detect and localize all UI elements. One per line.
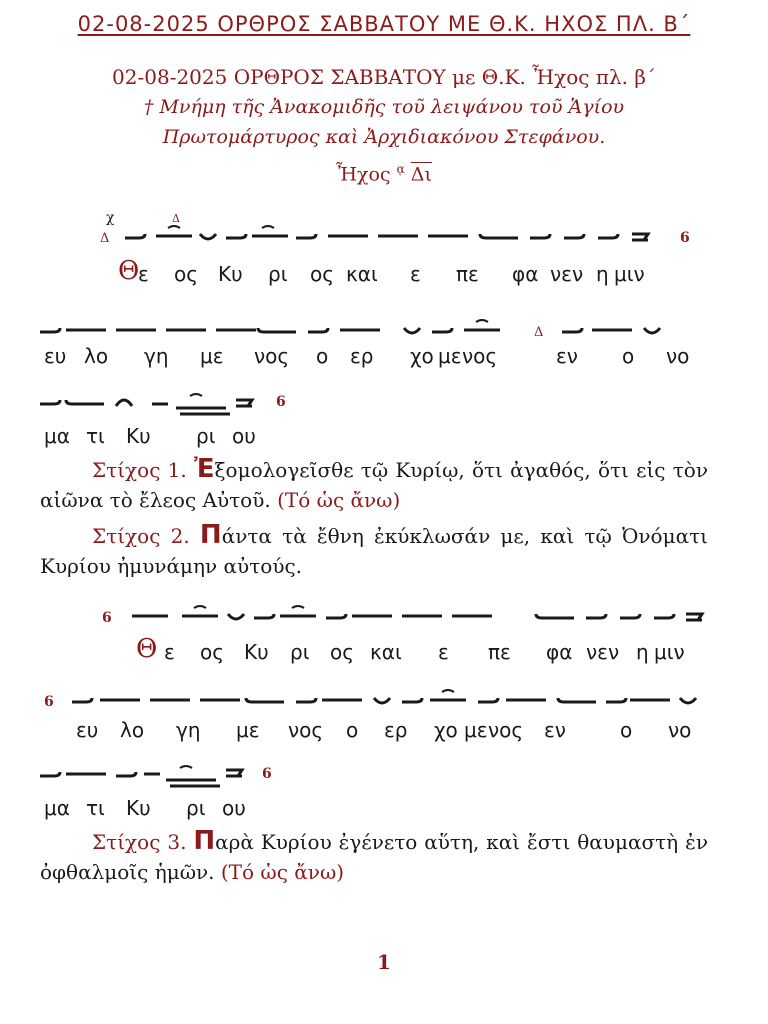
service-title: 02-08-2025 ΟΡΘΡΟΣ ΣΑΒΒΑΤΟΥ με Θ.Κ. Ἦχος πλ. β΄ xyxy=(112,65,656,89)
neume-row-1 xyxy=(40,212,728,244)
syllable: ο xyxy=(622,344,635,368)
page-number: 1 xyxy=(377,950,391,974)
syllable: ερ xyxy=(350,344,374,368)
syllables-row-3 xyxy=(40,424,728,452)
syllable: τι xyxy=(86,424,105,448)
syllable: ου xyxy=(222,796,246,820)
syllable: και xyxy=(346,262,378,286)
svg-text:6: 6 xyxy=(44,694,54,710)
title-block xyxy=(40,62,728,189)
syllable: Θ xyxy=(136,634,158,664)
verse-label: Στίχος 1. xyxy=(92,458,187,482)
feast-line-2: Πρωτομάρτυρος καὶ Ἀρχιδιακόνου Στεφάνου. xyxy=(162,126,606,148)
syllable: η xyxy=(636,640,649,664)
page-header: 02-08-2025 ΟΡΘΡΟΣ ΣΑΒΒΑΤΟΥ ΜΕ Θ.Κ. ΗΧΟΣ ΠΛ. Β΄ xyxy=(77,12,691,36)
neume-row-6 xyxy=(40,756,728,788)
mode-signature xyxy=(40,154,728,189)
syllable: ου xyxy=(232,424,256,448)
verse-initial: Ἐ xyxy=(193,454,215,484)
syllable: ος xyxy=(310,262,334,286)
syllable: ευ xyxy=(76,718,99,742)
syllable: με xyxy=(200,344,224,368)
syllable: νεν xyxy=(586,640,620,664)
neume-row-2 xyxy=(40,306,728,338)
verse-initial: Π xyxy=(193,826,216,856)
syllable: γη xyxy=(144,344,169,368)
svg-text:Δ: Δ xyxy=(172,212,180,225)
syllable: μιν xyxy=(614,262,645,286)
syllable: ρι xyxy=(290,640,310,664)
verse-text: αρὰ Κυρίου ἐγένετο αὕτη, καὶ ἔστι θαυμαστὴ ἐν ὀφθαλμοῖς ἡμῶν. xyxy=(40,830,708,884)
syllable: τι xyxy=(86,796,105,820)
verse-1 xyxy=(40,454,708,515)
syllable: εν xyxy=(556,344,578,368)
syllables-row-2 xyxy=(40,344,728,372)
neume-row-5 xyxy=(40,676,728,708)
mode-neume-icon: ᾳ xyxy=(396,162,405,176)
syllable: Θ xyxy=(118,256,140,286)
syllable: φα xyxy=(546,640,573,664)
syllable: ε xyxy=(164,640,175,664)
syllable: λο xyxy=(120,718,145,742)
syllables-row-6 xyxy=(40,796,728,824)
syllable: Κυ xyxy=(244,640,269,664)
syllable: και xyxy=(370,640,402,664)
syllable: ευ xyxy=(44,344,67,368)
syllable: φα xyxy=(512,262,539,286)
mode-note: $\overline{\Delta\iota}$ xyxy=(410,163,432,186)
verse-2 xyxy=(40,520,708,581)
syllable: χο xyxy=(434,718,458,742)
syllable: η xyxy=(596,262,609,286)
syllable: ος xyxy=(174,262,198,286)
syllable: ε xyxy=(138,262,149,286)
syllable: Κυ xyxy=(218,262,243,286)
svg-text:6: 6 xyxy=(102,610,112,626)
verse-text: ξομολογεῖσθε τῷ Κυρίῳ, ὅτι ἀγαθός, ὅτι εἰς τὸν αἰῶνα τὸ ἔλεος Αὐτοῦ. xyxy=(40,458,708,512)
syllable: ο xyxy=(316,344,329,368)
syllable: ρι xyxy=(196,424,216,448)
syllable: ε xyxy=(438,640,449,664)
syllable: ος xyxy=(200,640,224,664)
syllable: νος xyxy=(488,718,524,742)
svg-text:Δ: Δ xyxy=(534,325,544,340)
syllable: ο xyxy=(346,718,359,742)
syllable: με xyxy=(236,718,260,742)
syllable: χο xyxy=(410,344,434,368)
syllable: νος xyxy=(462,344,498,368)
verse-text: άντα τὰ ἔθνη ἐκύκλωσάν με, καὶ τῷ Ὀνόματι Κυρίου ἠμυνάμην αὐτούς. xyxy=(40,524,708,578)
svg-text:6: 6 xyxy=(262,766,272,782)
syllables-row-5 xyxy=(40,718,728,746)
syllable: ρι xyxy=(186,796,206,820)
syllable: ερ xyxy=(384,718,408,742)
syllable: Κυ xyxy=(126,796,151,820)
syllable: εν xyxy=(544,718,566,742)
verse-initial: Π xyxy=(199,520,222,550)
neume-row-3 xyxy=(40,384,728,416)
syllable: γη xyxy=(176,718,201,742)
verse-label: Στίχος 2. xyxy=(92,524,190,548)
syllable: νο xyxy=(666,344,690,368)
neume-row-4 xyxy=(40,592,728,624)
syllable: πε xyxy=(456,262,479,286)
syllable: ος xyxy=(330,640,354,664)
syllable: μιν xyxy=(654,640,685,664)
syllable: λο xyxy=(84,344,109,368)
syllable: ε xyxy=(410,262,421,286)
feast-line-1: † Μνήμη τῆς Ἀνακομιδῆς τοῦ λειψάνου τοῦ Ἁγίου xyxy=(143,96,625,118)
verse-3 xyxy=(40,826,708,887)
svg-text:χ: χ xyxy=(106,212,115,226)
syllable: νεν xyxy=(550,262,584,286)
syllables-row-1 xyxy=(40,256,728,290)
svg-text:6: 6 xyxy=(276,394,286,410)
syllable: Κυ xyxy=(126,424,151,448)
syllable: ο xyxy=(620,718,633,742)
verse-repeat: (Τό ὡς ἄνω) xyxy=(277,488,401,512)
verse-repeat: (Τό ὡς ἄνω) xyxy=(220,860,345,884)
syllable: με xyxy=(438,344,462,368)
syllable: ρι xyxy=(268,262,288,286)
syllable: μα xyxy=(44,424,70,448)
syllable: νος xyxy=(254,344,290,368)
mode-label: Ἦχος xyxy=(336,163,391,186)
syllable: νο xyxy=(668,718,692,742)
svg-text:Δ: Δ xyxy=(100,231,110,246)
svg-text:6: 6 xyxy=(680,230,690,246)
syllable: νος xyxy=(288,718,324,742)
syllable: με xyxy=(464,718,488,742)
syllable: πε xyxy=(488,640,511,664)
syllable: μα xyxy=(44,796,70,820)
syllables-row-4 xyxy=(40,634,728,668)
verse-label: Στίχος 3. xyxy=(92,830,187,854)
